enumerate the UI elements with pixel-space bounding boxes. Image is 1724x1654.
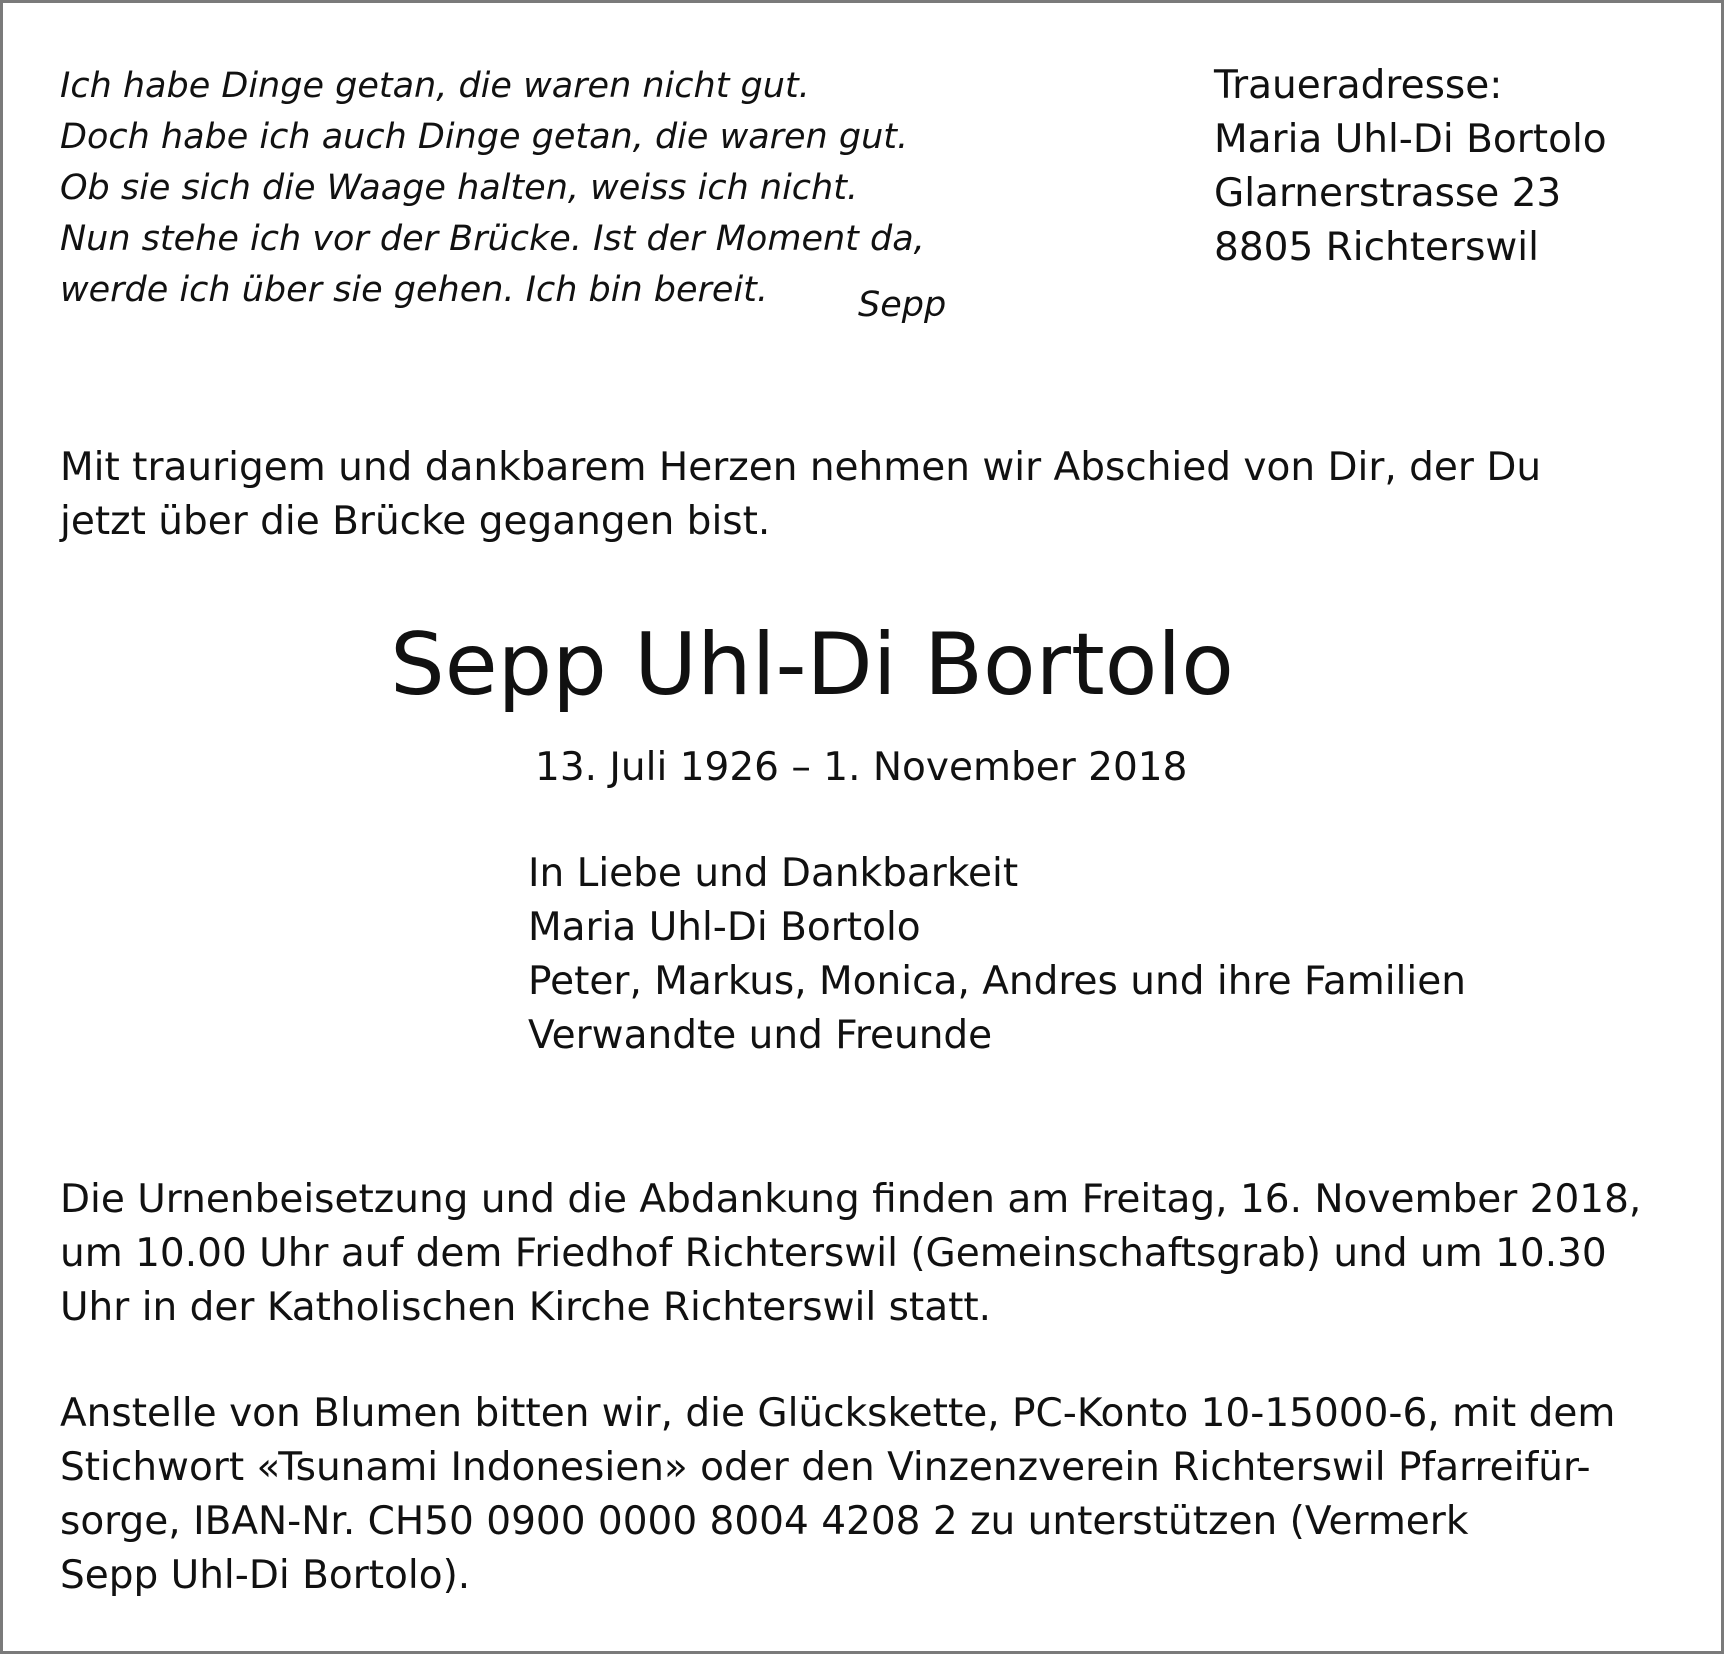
mourners-line: Maria Uhl-Di Bortolo (528, 905, 921, 950)
address-name: Maria Uhl-Di Bortolo (1214, 117, 1607, 162)
mourners-line: Peter, Markus, Monica, Andres und ihre Familien (528, 959, 1466, 1004)
address-street: Glarnerstrasse 23 (1214, 171, 1562, 216)
poem (60, 61, 925, 316)
ceremony-line: Die Urnenbeisetzung und die Abdankung finden am Freitag, 16. November 2018, (60, 1177, 1642, 1222)
life-dates: 13. Juli 1926 – 1. November 2018 (535, 745, 1188, 790)
poem-line: Nun stehe ich vor der Brücke. Ist der Moment da, (60, 219, 925, 259)
mourners-line: Verwandte und Freunde (528, 1013, 993, 1058)
poem-signature: Sepp (858, 285, 947, 325)
intro-line: jetzt über die Brücke gegangen bist. (60, 499, 771, 544)
mourners-list (528, 847, 1466, 1063)
address-heading: Traueradresse: (1214, 63, 1503, 108)
poem-line: Doch habe ich auch Dinge getan, die waren gut. (60, 117, 909, 157)
donation-line: Stichwort «Tsunami Indonesien» oder den Vinzenzverein Richterswil Pfarreifür- (60, 1445, 1591, 1490)
poem-line: Ich habe Dinge getan, die waren nicht gut. (60, 66, 810, 106)
intro-line: Mit traurigem und dankbarem Herzen nehmen wir Abschied von Dir, der Du (60, 445, 1542, 490)
donation-line: Anstelle von Blumen bitten wir, die Glückskette, PC-Konto 10-15000-6, mit dem (60, 1391, 1616, 1436)
address-city: 8805 Richterswil (1214, 225, 1539, 270)
donation-paragraph (60, 1387, 1615, 1603)
donation-line: sorge, IBAN-Nr. CH50 0900 0000 8004 4208 2 zu unterstützen (Vermerk (60, 1499, 1469, 1544)
ceremony-line: um 10.00 Uhr auf dem Friedhof Richterswil (Gemeinschaftsgrab) und um 10.30 (60, 1231, 1607, 1276)
deceased-name: Sepp Uhl-Di Bortolo (390, 615, 1234, 715)
mourning-address (1214, 59, 1607, 275)
poem-line: werde ich über sie gehen. Ich bin bereit. (60, 270, 769, 310)
intro-text (60, 441, 1541, 549)
mourners-line: In Liebe und Dankbarkeit (528, 851, 1019, 896)
donation-line: Sepp Uhl-Di Bortolo). (60, 1553, 471, 1598)
ceremony-paragraph (60, 1173, 1641, 1335)
poem-line: Ob sie sich die Waage halten, weiss ich nicht. (60, 168, 859, 208)
ceremony-line: Uhr in der Katholischen Kirche Richterswil statt. (60, 1285, 992, 1330)
